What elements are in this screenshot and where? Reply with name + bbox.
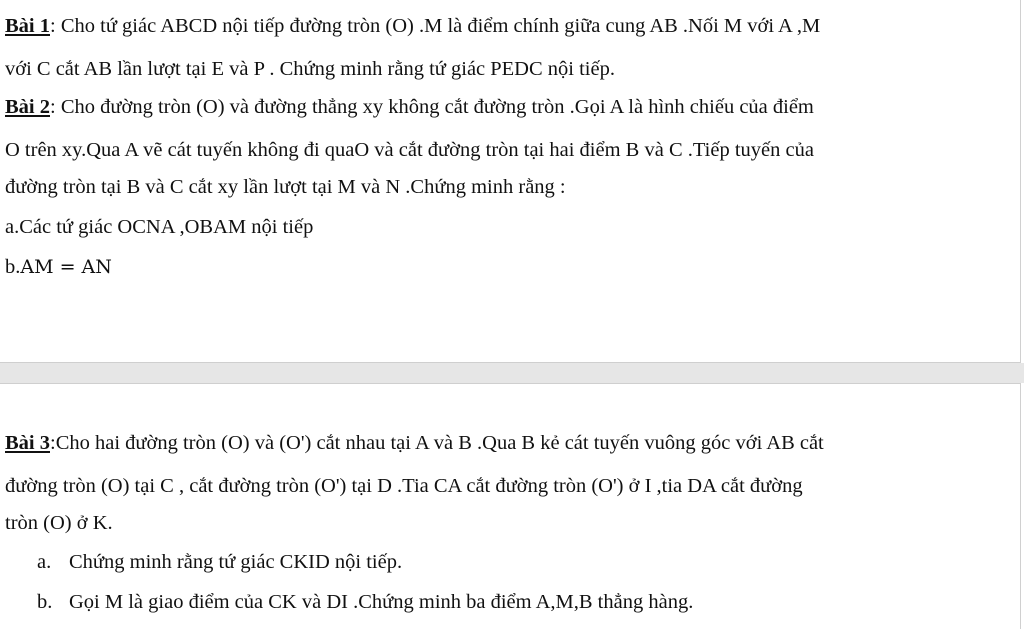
bai1-title: Bài 1 [5,15,50,37]
bai2-item-b-prefix: b. [5,256,21,278]
bai2-line-1 [5,95,814,119]
bai3-item-b [37,590,693,614]
bai2-item-b [5,255,112,279]
bai3-line-3: tròn (O) ở K. [5,512,113,534]
bai3-item-b-marker: b. [37,591,53,613]
bai3-text-1: :Cho hai đường tròn (O) và (O') cắt nhau tại A và B .Qua B kẻ cát tuyến vuông góc với AB cắt [50,432,824,454]
bai3-line-1 [5,431,824,455]
bai3-line-2: đường tròn (O) tại C , cắt đường tròn (O') tại D .Tia CA cắt đường tròn (O') ở I ,tia DA cắt đường [5,475,803,497]
bai3-item-b-text: Gọi M là giao điểm của CK và DI .Chứng minh ba điểm A,M,B thẳng hàng. [69,591,694,613]
bai1-line-2: với C cắt AB lần lượt tại E và P . Chứng minh rằng tứ giác PEDC nội tiếp. [5,58,615,80]
bai3-item-a-text: Chứng minh rằng tứ giác CKID nội tiếp. [69,551,403,573]
bai1-text-1: : Cho tứ giác ABCD nội tiếp đường tròn (O) .M là điểm chính giữa cung AB .Nối M với A ,M [50,15,821,37]
bai2-item-b-equation: AM = AN [20,256,112,278]
bai2-item-a: a.Các tứ giác OCNA ,OBAM nội tiếp [5,216,314,238]
bai3-title: Bài 3 [5,432,50,454]
bai2-title: Bài 2 [5,96,50,118]
bai2-line-2: O trên xy.Qua A vẽ cát tuyến không đi quaO và cắt đường tròn tại hai điểm B và C .Tiếp tuyến của [5,139,814,161]
problem-panel-bottom [0,383,1021,629]
section-separator [0,363,1024,383]
bai2-line-3: đường tròn tại B và C cắt xy lần lượt tại M và N .Chứng minh rằng : [5,176,566,198]
bai3-item-a [37,550,402,574]
bai3-item-a-marker: a. [37,551,52,573]
bai1-line-1 [5,14,820,38]
bai2-text-1: : Cho đường tròn (O) và đường thẳng xy không cắt đường tròn .Gọi A là hình chiếu của điểm [50,96,814,118]
